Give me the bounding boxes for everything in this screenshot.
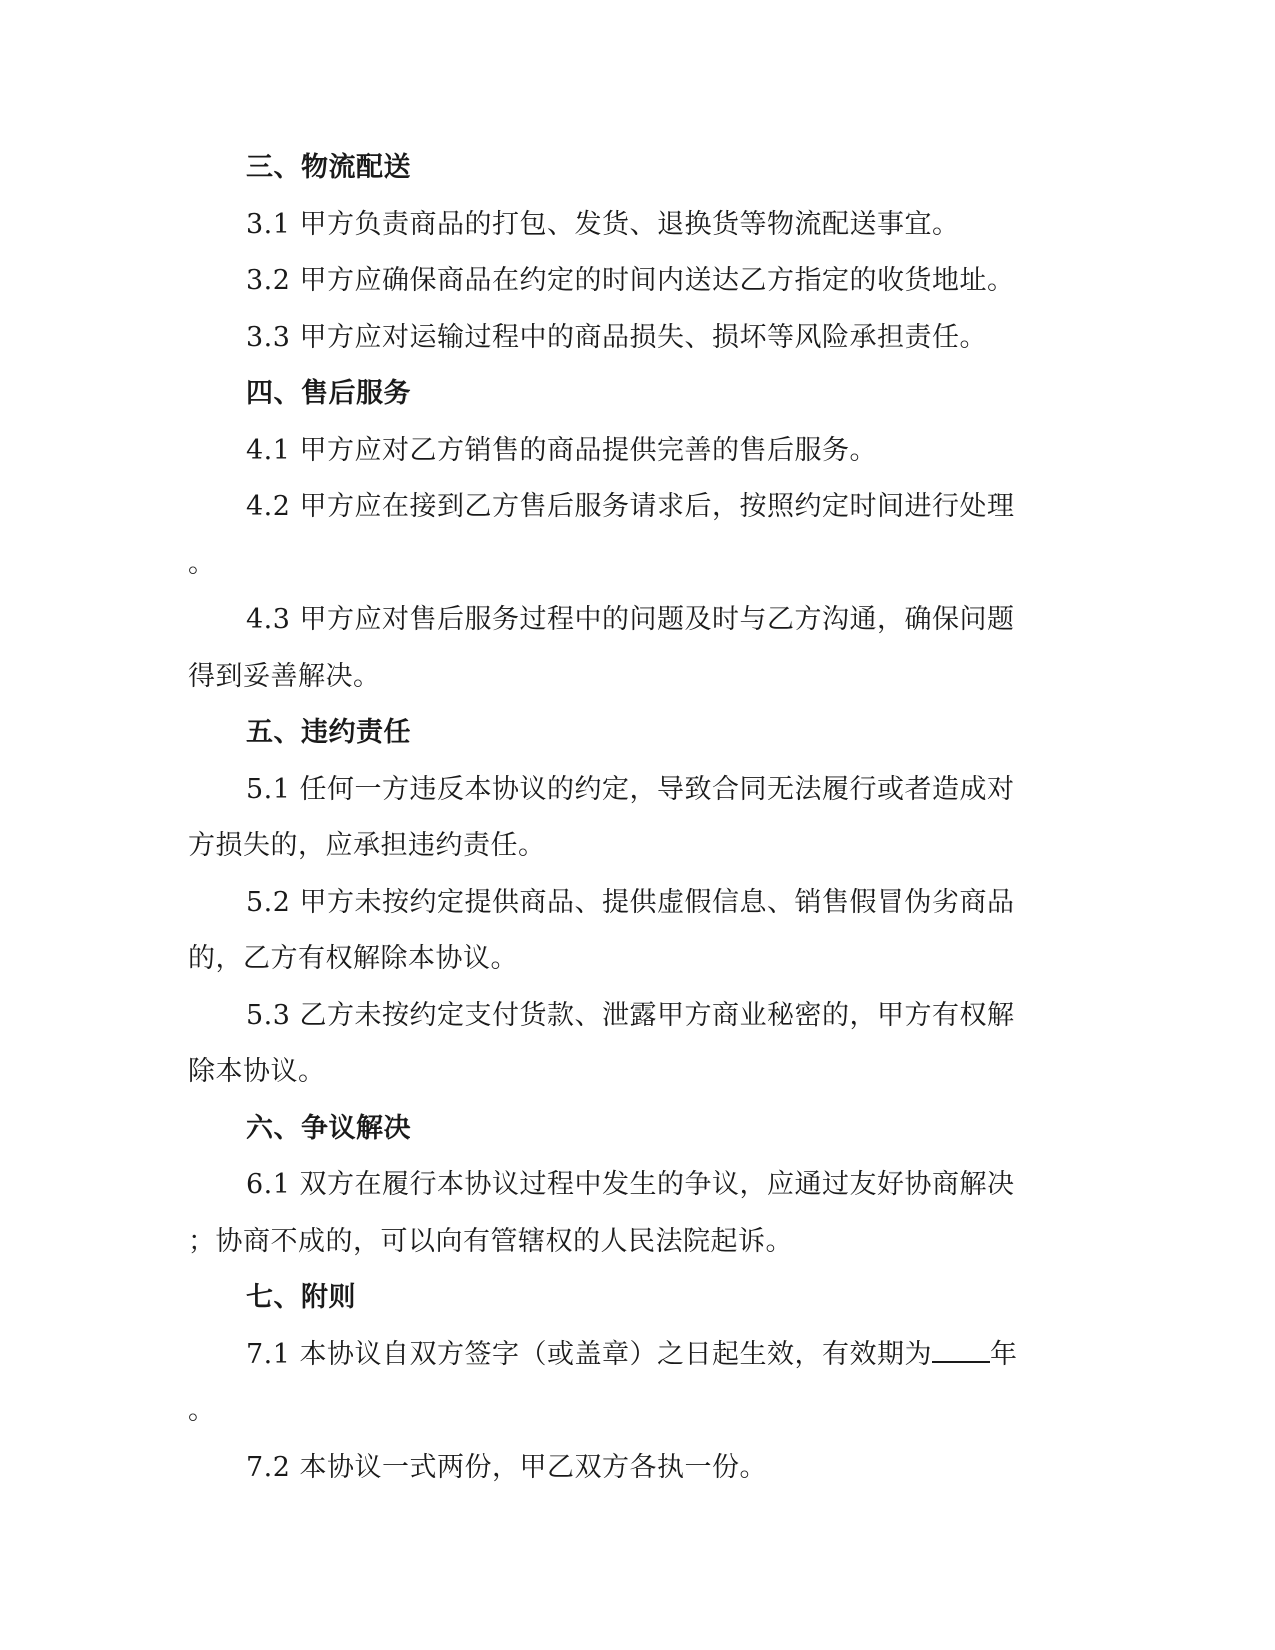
clause-line: 5.2 甲方未按约定提供商品、提供虚假信息、销售假冒伪劣商品 <box>246 886 1015 918</box>
clause-line: 4.3 甲方应对售后服务过程中的问题及时与乙方沟通，确保问题 <box>246 604 1015 635</box>
clause-line: 方损失的，应承担违约责任。 <box>188 830 546 861</box>
section-heading: 六、争议解决 <box>246 1112 411 1144</box>
clause-line: 。 <box>188 547 216 579</box>
clause-text: 7.1 本协议自双方签字（或盖章）之日起生效，有效期为 <box>246 1338 933 1370</box>
blank-field-underline <box>932 1341 990 1363</box>
clause-line: 3.1 甲方负责商品的打包、发货、退换货等物流配送事宜。 <box>246 208 960 240</box>
clause-line: 除本协议。 <box>188 1056 326 1087</box>
clause-line-with-blank <box>188 1327 1058 1384</box>
clause-line: 。 <box>188 1395 216 1426</box>
clause-line: 得到妥善解决。 <box>188 660 381 692</box>
clause-line: 7.2 本协议一式两份，甲乙双方各执一份。 <box>246 1451 768 1483</box>
clause-line: 6.1 双方在履行本协议过程中发生的争议，应通过友好协商解决 <box>246 1169 1015 1200</box>
clause-line: 4.1 甲方应对乙方销售的商品提供完善的售后服务。 <box>246 434 878 466</box>
section-heading: 五、违约责任 <box>246 717 411 748</box>
clause-line: 3.3 甲方应对运输过程中的商品损失、损坏等风险承担责任。 <box>246 321 988 353</box>
document-body <box>188 140 1058 1496</box>
section-heading: 四、售后服务 <box>246 378 411 409</box>
section-heading: 三、物流配送 <box>246 152 411 183</box>
clause-blank-suffix: 年 <box>990 1338 1018 1370</box>
clause-line: 5.3 乙方未按约定支付货款、泄露甲方商业秘密的，甲方有权解 <box>246 999 1015 1031</box>
clause-line: 的，乙方有权解除本协议。 <box>188 943 518 974</box>
clause-line: 3.2 甲方应确保商品在约定的时间内送达乙方指定的收货地址。 <box>246 265 1015 296</box>
clause-line: 4.2 甲方应在接到乙方售后服务请求后，按照约定时间进行处理 <box>246 491 1015 522</box>
section-heading: 七、附则 <box>246 1282 356 1313</box>
clause-line: ；协商不成的，可以向有管辖权的人民法院起诉。 <box>188 1225 793 1257</box>
clause-line: 5.1 任何一方违反本协议的约定，导致合同无法履行或者造成对 <box>246 773 1015 805</box>
